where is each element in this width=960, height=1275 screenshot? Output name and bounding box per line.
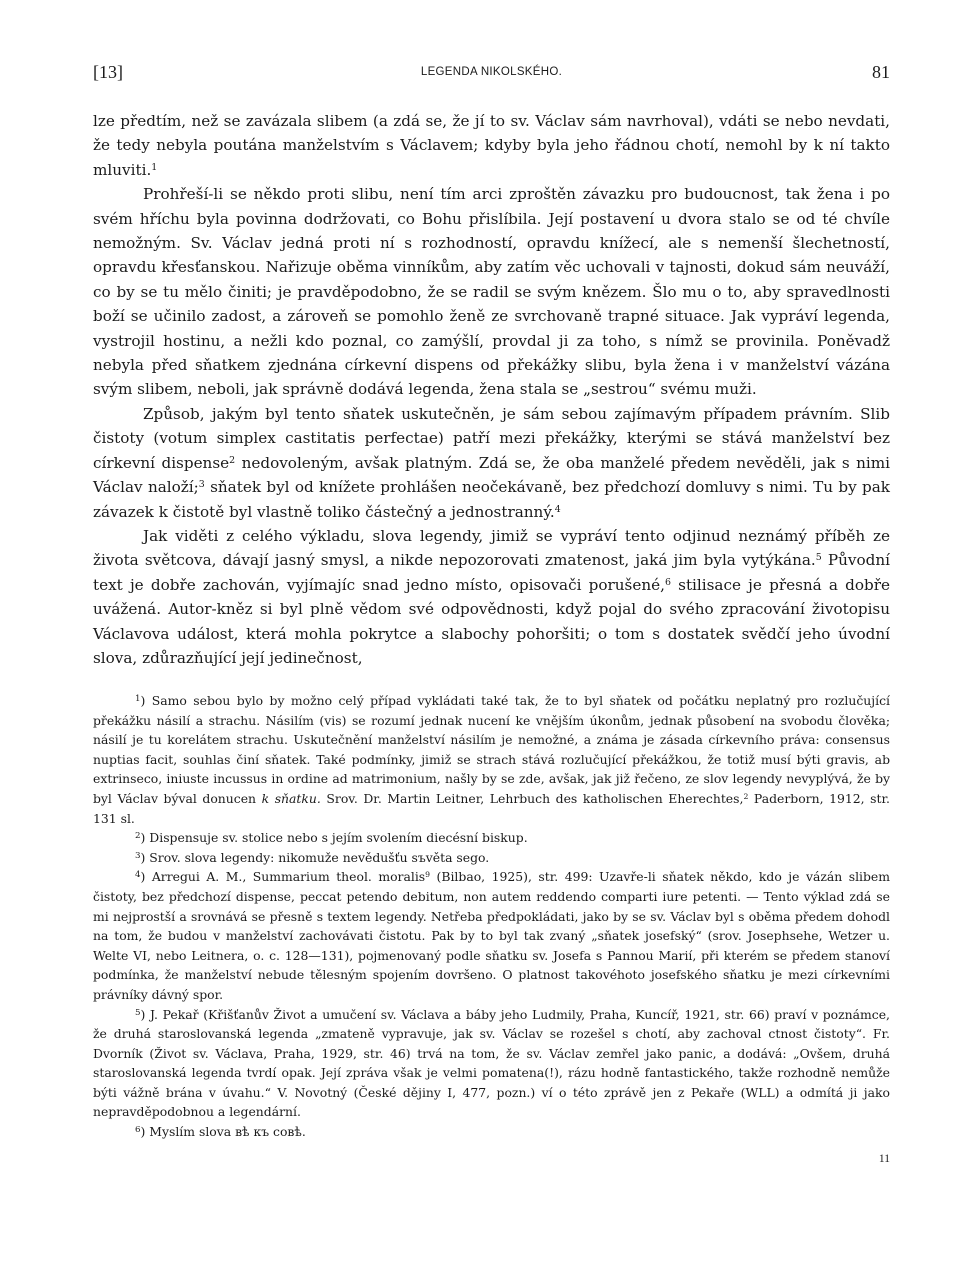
footnote-number: 6 <box>135 1125 141 1136</box>
footnote-ref: 4 <box>554 503 561 515</box>
footnote-text: (Bilbao, 1925), str. 499: Uzavře-li sňatek někdo, kdo je vázán slibem čistoty, bez předchozí dispense, peccat petendo debitum, non autem reddendo comparti iure petenti. — Tento výklad zdá se mi nejprostší a srovnává se přesně s textem legendy. Netřeba předpokládati, jako by se sv. Václav byl s oběma předem dohodl na tom, že budou v manželství zachovávati čistotu. Pak by to byl tak zvaný „sňatek josefský“ (srov. Josephsehe, Wetzer u. Welte VI, nebo Leitnera, o. c. 128—131), pojmenovaný podle sňatku sv. Josefa s Pannou Marií, při kterém se předem stanoví podmínka, že manželství nebude tělesným spojením dovršeno. O platnost takovéhoto josefského sňatku je mezi církevními právníky dávný spor. <box>93 869 891 1002</box>
footnote-italic: k sňatku. <box>261 790 321 806</box>
footnote-number: 2 <box>135 831 141 842</box>
paragraph-text: nedovoleným, avšak platným. Zdá se, že oba manželé předem nevěděli, jak s nimi Václav naloží; <box>93 453 890 497</box>
edition-superscript: 2 <box>743 791 749 801</box>
running-title: LEGENDA NIKOLSKÉHO. <box>420 66 563 78</box>
footnote-text: Myslím slova вѣ къ совѣ. <box>149 1124 306 1140</box>
paragraph-text: Původní text je dobře zachován, vyjímajíc snad jedno místo, opisovači porušené, <box>93 551 890 594</box>
running-header <box>93 62 890 86</box>
footnote-ref: 1 <box>151 161 158 173</box>
paragraph-text: Jak viděti z celého výkladu, slova legendy, jimiž se vypráví tento odjinud neznámý příběh ze života světcova, dávají jasný smysl, a nikde nepozorovati zmatenost, jaká jim byla vytýkána. <box>93 526 890 570</box>
footnote-5: $^5$) J. Pekař (Křišťanův Život a umučení sv. Václava a báby jeho Ludmily, Praha, Kuncíř, 1921, str. 66) praví v poznámce, že druhá staroslovanská legenda „zmateně vypravuje, jak sv. Václav se rozešel s chotí, aby zachoval ctnost čistoty“. Fr. Dvorník (Život sv. Václava, Praha, 1929, str. 46) trvá na tom, že sv. Václav zemřel jako panic, a dodává: „Ovšem, druhá staroslovanská legenda tvrdí opak. Její zpráva však je velmi pomatena(!), rázu hodně fantastického, takže rozhodně nemůže býti vážně brána v úvahu.“ V. Novotný (České dějiny I, 477, pozn.) ví o této zprávě jen z Pekaře (WLL) a odmítá ji jako nepravděpodobnou a legendární. <box>93 1006 890 1120</box>
footnote-text: Srov. Dr. Martin Leitner, Lehrbuch des katholischen Eherechtes, <box>320 790 744 806</box>
paragraph-2: Prohřeší-li se někdo proti slibu, není tím arci zproštěn závazku pro budoucnost, tak žena i po svém hříchu byla povinna dodržovati, co Bohu přislíbila. Její postavení u dvora stalo se od té chvíle nemožným. Sv. Václav jedná proti ní s rozhodností, opravdu knížecí, ale s nemenší šlechetností, opravdu křesťanskou. Nařizuje oběma vinníkům, aby zatím věc uchovali v tajnosti, dokud sám neuváží, co by se tu mělo činiti; je pravděpodobno, že se radil se svým knězem. Šlo mu o to, aby spravedlnosti boží se učinilo zadost, a zároveň se pomohlo ženě ze svrchovaně trapné situace. Jak vypráví legenda, vystrojil hostinu, a nežli kdo poznal, co zamýšlí, provdal ji za toho, s nímž se provinila. Poněvadž nebyla před sňatkem zjednána církevní dispens od překážky slibu, byla žena i v manželství vázána svým slibem, neboli, jak správně dodává legenda, žena stala se „sestrou“ svému muži. <box>93 185 890 399</box>
paragraph-4 <box>93 524 890 670</box>
main-text <box>93 109 890 670</box>
footnote-3: $^3$) Srov. slova legendy: nikomuže nevědušťu sъvěta sego. <box>135 849 490 865</box>
footnote-6: $^6$) Myslím slova вѣ къ совѣ. <box>135 1124 306 1140</box>
footnote-ref: 3 <box>198 478 205 490</box>
paragraph-text: stilisace je přesná a dobře uvážená. Autor-kněz si byl plně vědom své odpovědnosti, když pojal do svého zpracování životopisu Václavova událost, která mohla pokrytce a slabochy pohoršiti; o tom s dostatek svědčí jeho úvodní slova, zdůrazňující její jedinečnost, <box>93 575 891 667</box>
footnote-text: Samo sebou bylo by možno celý případ vykládati také tak, že to byl sňatek od počátku neplatný pro rozlučující překážku násilí a strachu. Násilím (vis) se rozumí jednak nucení ke vnějším úkonům, jednak působení na svobodu člověka; násilí je tu korelátem strachu. Uskutečnění manželství násilím je nemožné, a známa je zásada církevního práva: consensus nuptias facit, souhlas činí sňatek. Také podmínky, jimiž se strach stává rozlučující překážkou, že totiž musí býti gravis, ab extrinseco, iniuste incussus in ordine ad matrimonium, našly by se zde, avšak, jak již řečeno, ze slov legendy nevyplývá, že by byl Václav býval donucen <box>93 693 890 806</box>
footnote-number: 5 <box>135 1007 141 1018</box>
paragraph-text: sňatek byl od knížete prohlášen neočekávaně, bez předchozí domluvy s nimi. Tu by pak závazek k čistotě byl vlastně toliko částečný a jednostranný. <box>93 478 890 521</box>
footnote-ref: 5 <box>815 552 822 564</box>
section-marker: [13] <box>93 62 123 82</box>
page-number: 81 <box>872 62 890 82</box>
footnote-text: Dispensuje sv. stolice nebo s jejím svolením diecésní biskup. <box>149 830 528 846</box>
edition-superscript: 9 <box>425 870 431 880</box>
paragraph-1 <box>93 109 890 182</box>
signature-mark: 11 <box>878 1153 890 1165</box>
footnote-text: Srov. slova legendy: nikomuže nevědušťu sъvěta sego. <box>149 849 490 865</box>
footnote-text: J. Pekař (Křišťanův Život a umučení sv. Václava a báby jeho Ludmily, Praha, Kuncíř, 1921, str. 66) praví v poznámce, že druhá staroslovanská legenda „zmateně vypravuje, jak sv. Václav se rozešel s chotí, aby zachoval ctnost čistoty“. Fr. Dvorník (Život sv. Václava, Praha, 1929, str. 46) trvá na tom, že sv. Václav zemřel jako panic, a dodává: „Ovšem, druhá staroslovanská legenda tvrdí opak. Její zpráva však je velmi pomatena(!), rázu hodně fantastického, takže rozhodně nemůže býti vážně brána v úvahu.“ V. Novotný (České dějiny I, 477, pozn.) ví o této zprávě jen z Pekaře (WLL) a odmítá ji jako nepravděpodobnou a legendární. <box>93 1006 890 1120</box>
footnote-number: 1 <box>135 694 141 705</box>
footnote-text: Paderborn, 1912, str. 131 sl. <box>93 790 890 826</box>
footnote-ref: 2 <box>229 454 236 466</box>
footnotes <box>93 691 890 1142</box>
footnote-4: $^4$) Arregui A. M., Summarium theol. moralis$^9$ (Bilbao, 1925), str. 499: Uzavře-li sňatek někdo, kdo je vázán slibem čistoty, bez předchozí dispense, peccat petendo debitum, non autem reddendo comparti iure petenti. — Tento výklad zdá se mi nejprostší a srovnává se přesně s textem legendy. Netřeba předpokládati, jako by se sv. Václav byl s oběma předem dohodl na tom, že budou v manželství zachovávati čistotu. Pak by to byl tak zvaný „sňatek josefský“ (srov. Josephsehe, Wetzer u. Welte VI, nebo Leitnera, o. c. 128—131), pojmenovaný podle sňatku sv. Josefa s Pannou Marií, při kterém se předem stanoví podmínka, že manželství nebude tělesným spojením dovršeno. O platnost takovéhoto josefského sňatku je mezi církevními právníky dávný spor. <box>93 869 891 1002</box>
footnote-number: 4 <box>135 870 141 881</box>
paragraph-3 <box>93 402 890 524</box>
paragraph-text: Způsob, jakým byl tento sňatek uskutečněn, je sám sebou zajímavým případem právním. Slib čistoty (votum simplex castitatis perfectae) patří mezi překážky, kterými se stává manželství bez církevní dispense <box>93 404 890 472</box>
footnote-ref: 6 <box>664 576 671 588</box>
footnote-2: $^2$) Dispensuje sv. stolice nebo s jejím svolením diecésní biskup. <box>135 830 528 846</box>
footnote-text: Arregui A. M., Summarium theol. moralis <box>151 869 426 885</box>
footnote-1: $^1$) Samo sebou bylo by možno celý případ vykládati také tak, že to byl sňatek od počátku neplatný pro rozlučující překážku násilí a strachu. Násilím (vis) se rozumí jednak nucení ke vnějším úkonům, jednak působení na svobodu člověka; násilí je tu korelátem strachu. Uskutečnění manželství násilím je nemožné, a známa je zásada církevního práva: consensus nuptias facit, souhlas činí sňatek. Také podmínky, jimiž se strach stává rozlučující překážkou, že totiž musí býti gravis, ab extrinseco, iniuste incussus in ordine ad matrimonium, našly by se zde, avšak, jak již řečeno, ze slov legendy nevyplývá, že by byl Václav býval donucen k sňatku. Srov. Dr. Martin Leitner, Lehrbuch des katholischen Eherechtes,$^2$ Paderborn, 1912, str. 131 sl. <box>93 693 890 826</box>
paragraph-text: lze předtím, než se zavázala slibem (a zdá se, že jí to sv. Václav sám navrhoval), vdáti se nebo nevdati, že tedy nebyla poutána manželstvím s Václavem; kdyby byla jeho řádnou chotí, nemohl by k ní takto mluviti. <box>93 112 890 179</box>
footnote-number: 3 <box>135 850 141 861</box>
